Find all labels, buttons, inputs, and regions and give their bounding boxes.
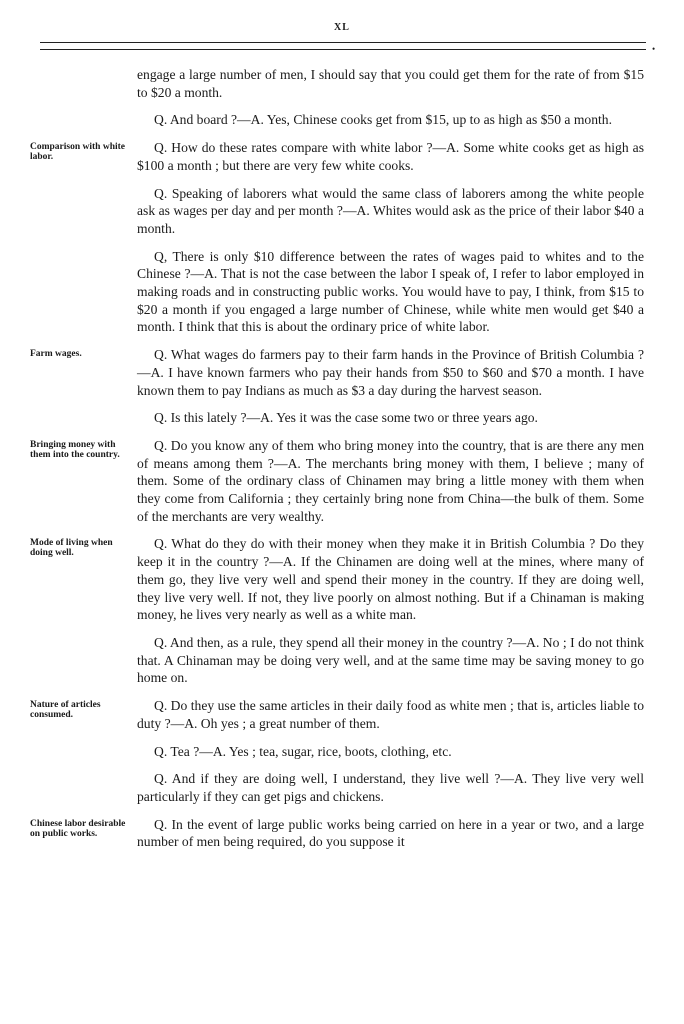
paragraph-entry (0, 409, 684, 427)
paragraph: engage a large number of men, I should say that you could get them for the rate of from $15 to $20 a month. (137, 67, 644, 100)
margin-note: Comparison with white labor. (30, 142, 126, 163)
page-number: XL (334, 22, 350, 33)
paragraph-entry (0, 437, 684, 526)
paragraph: Q. Speaking of laborers what would the same class of laborers among the white people ask as wages per day and per month ?—A. Whites would ask as the price of their labor $40 a month. (137, 185, 644, 236)
paragraph: Q. In the event of large public works being carried on here in a year or two, and a large number of men being required, do you suppose it (137, 816, 644, 850)
paragraph: Q. And if they are doing well, I understand, they live well ?—A. They live very well particularly if they can get pigs and chickens. (137, 771, 644, 804)
margin-note: Mode of living when doing well. (30, 538, 113, 559)
paragraph: Q. And board ?—A. Yes, Chinese cooks get from $15, up to as high as $50 a month. (154, 112, 612, 128)
margin-note: Bringing money with them into the country. (30, 439, 120, 460)
paragraph-entry (0, 816, 684, 851)
page-body (0, 66, 684, 861)
margin-note: Farm wages. (30, 349, 82, 360)
paragraph-entry (0, 346, 684, 399)
paragraph-entry (0, 248, 684, 337)
paragraph: Q, There is only $10 difference between the rates of wages paid to whites and to the Chinese ?—A. That is not the case between the labor I speak of, I refer to labor employed in making roads and in constructing public works. You would have to pay, I think, from $15 to $20 a month if you engaged a large number of Chinese, while white men would get $40 a month. I think that this is about the ordinary price of white labor. (137, 248, 644, 335)
paragraph: Q. How do these rates compare with white labor ?—A. Some white cooks get as high as $100 a month ; but there are very few white cooks. (137, 140, 644, 173)
header-rule-bottom (40, 49, 646, 50)
paragraph: Q. Tea ?—A. Yes ; tea, sugar, rice, boots, clothing, etc. (154, 743, 452, 759)
paragraph: Q. What do they do with their money when they make it in British Columbia ? Do they keep it in the country ?—A. If the Chinamen are doing well at the mines, where many of them go, they live very well and spend their money in the country. If they are doing well, they live very well. If not, they live poorly on almost nothing. But if a Chinaman is making money, he lives very nearly as well as a white man. (137, 536, 644, 623)
paragraph-entry (0, 535, 684, 624)
paragraph-entry (0, 634, 684, 687)
paragraph-entry (0, 66, 684, 101)
header-rule-top (40, 42, 646, 43)
margin-note: Chinese labor desirable on public works. (30, 818, 126, 839)
paragraph-entry (0, 185, 684, 238)
paragraph-entry (0, 111, 684, 129)
paragraph: Q. Is this lately ?—A. Yes it was the case some two or three years ago. (154, 410, 538, 426)
margin-note: Nature of articles consumed. (30, 700, 101, 721)
paragraph: Q. What wages do farmers pay to their farm hands in the Province of British Columbia ?—A. I have known farmers who pay their hands from $50 to $60 and $70 a month. I have known them to pay Indians as much as $3 a day during the harvest season. (137, 347, 644, 398)
paragraph-entry (0, 139, 684, 174)
paragraph-entry (0, 697, 684, 732)
paragraph: Q. Do they use the same articles in their daily food as white men ; that is, articles liable to duty ?—A. Oh yes ; a great number of them. (137, 698, 644, 731)
paragraph: Q. And then, as a rule, they spend all their money in the country ?—A. No ; I do not think that. A Chinaman may be doing very well, and at the same time may be saving money to go home on. (137, 634, 644, 686)
paragraph-entry (0, 770, 684, 805)
paragraph-entry (0, 743, 684, 761)
paragraph: Q. Do you know any of them who bring money into the country, that is are there any men of means among them ?—A. The merchants bring money with them, I believe ; many of them. Some of the ordinary class of Chinamen may bring a little money with them when they come from California ; they certainly bring none from China—the bulk of them. Some of the merchants are very wealthy. (137, 437, 644, 524)
header-dot: • (652, 44, 656, 54)
